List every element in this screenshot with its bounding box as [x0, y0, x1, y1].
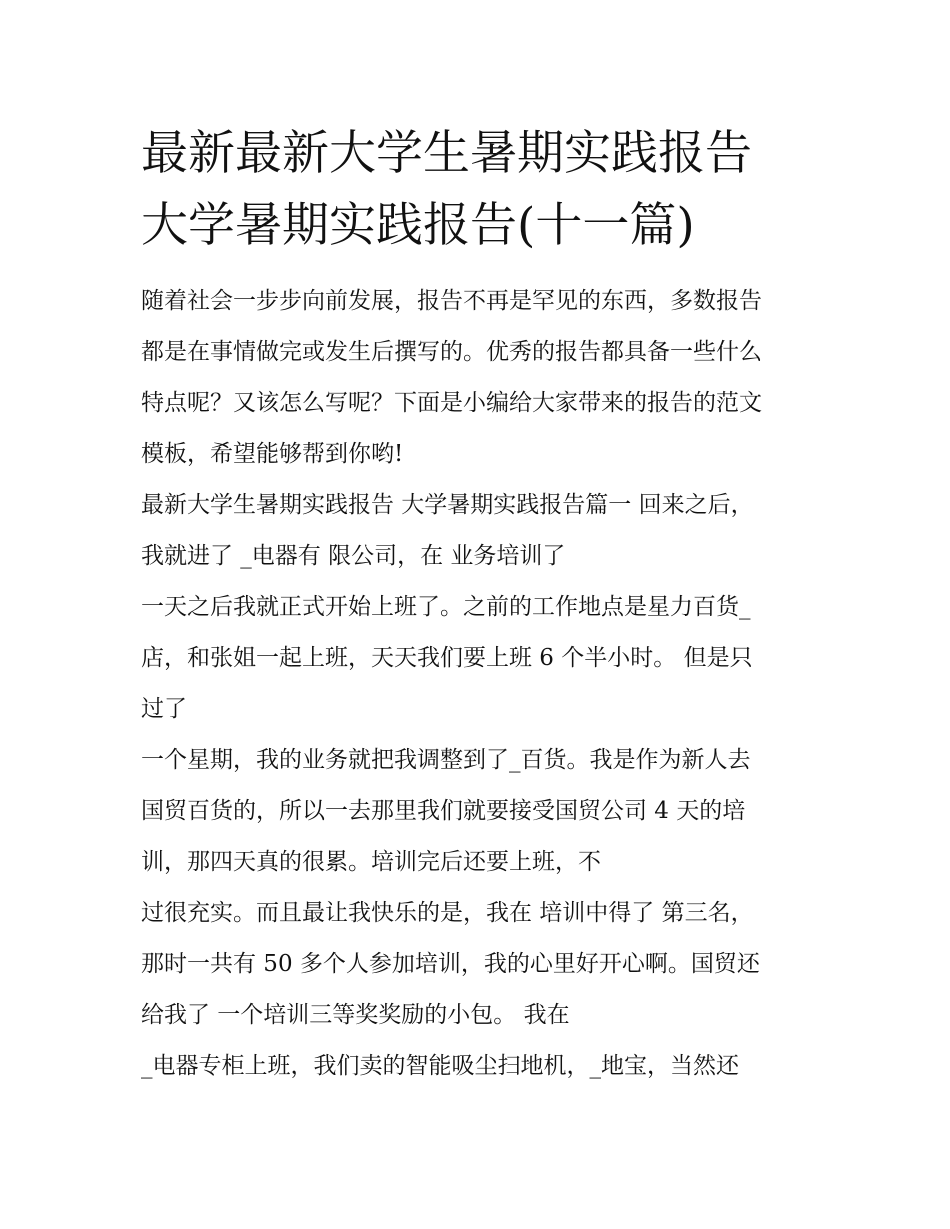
text-line: 一天之后我就正式开始上班了。之前的工作地点是星力百货_ [141, 594, 751, 620]
text-line: 店，和张姐一起上班，天天我们要上班 6 个半小时。 但是只 [141, 645, 753, 671]
report-paragraph [141, 486, 821, 1098]
text-line: 给我了 一个培训三等奖奖励的小包。 我在 [141, 1002, 570, 1028]
text-line: 过很充实。而且最让我快乐的是，我在 培训中得了 第三名， [141, 900, 754, 926]
text-line: 特点呢？又该怎么写呢？下面是小编给大家带来的报告的范文 [141, 390, 762, 416]
text-line: 一个星期，我的业务就把我调整到了_百货。我是作为新人去 [141, 747, 751, 773]
intro-paragraph [141, 282, 821, 486]
document-title [141, 118, 821, 262]
text-line: 模板，希望能够帮到你哟! [141, 441, 404, 467]
document-body [141, 282, 821, 1098]
text-line: _电器专柜上班，我们卖的智能吸尘扫地机，_地宝，当然还 [141, 1053, 739, 1079]
text-line: 那时一共有 50 多个人参加培训，我的心里好开心啊。国贸还 [141, 951, 760, 977]
text-line: 国贸百货的，所以一去那里我们就要接受国贸公司 4 天的培 [141, 798, 746, 824]
text-line: 最新大学生暑期实践报告 大学暑期实践报告篇一 回来之后， [141, 492, 754, 518]
text-line: 过了 [141, 696, 187, 722]
text-line: 随着社会一步步向前发展，报告不再是罕见的东西，多数报告 [141, 288, 762, 314]
text-line: 我就进了 _电器有 限公司，在 业务培训了 [141, 543, 566, 569]
title-line: 大学暑期实践报告(十一篇) [141, 198, 695, 253]
title-line: 最新最新大学生暑期实践报告 [141, 126, 752, 181]
text-line: 都是在事情做完或发生后撰写的。优秀的报告都具备一些什么 [141, 339, 762, 365]
text-line: 训，那四天真的很累。培训完后还要上班，不 [141, 849, 601, 875]
